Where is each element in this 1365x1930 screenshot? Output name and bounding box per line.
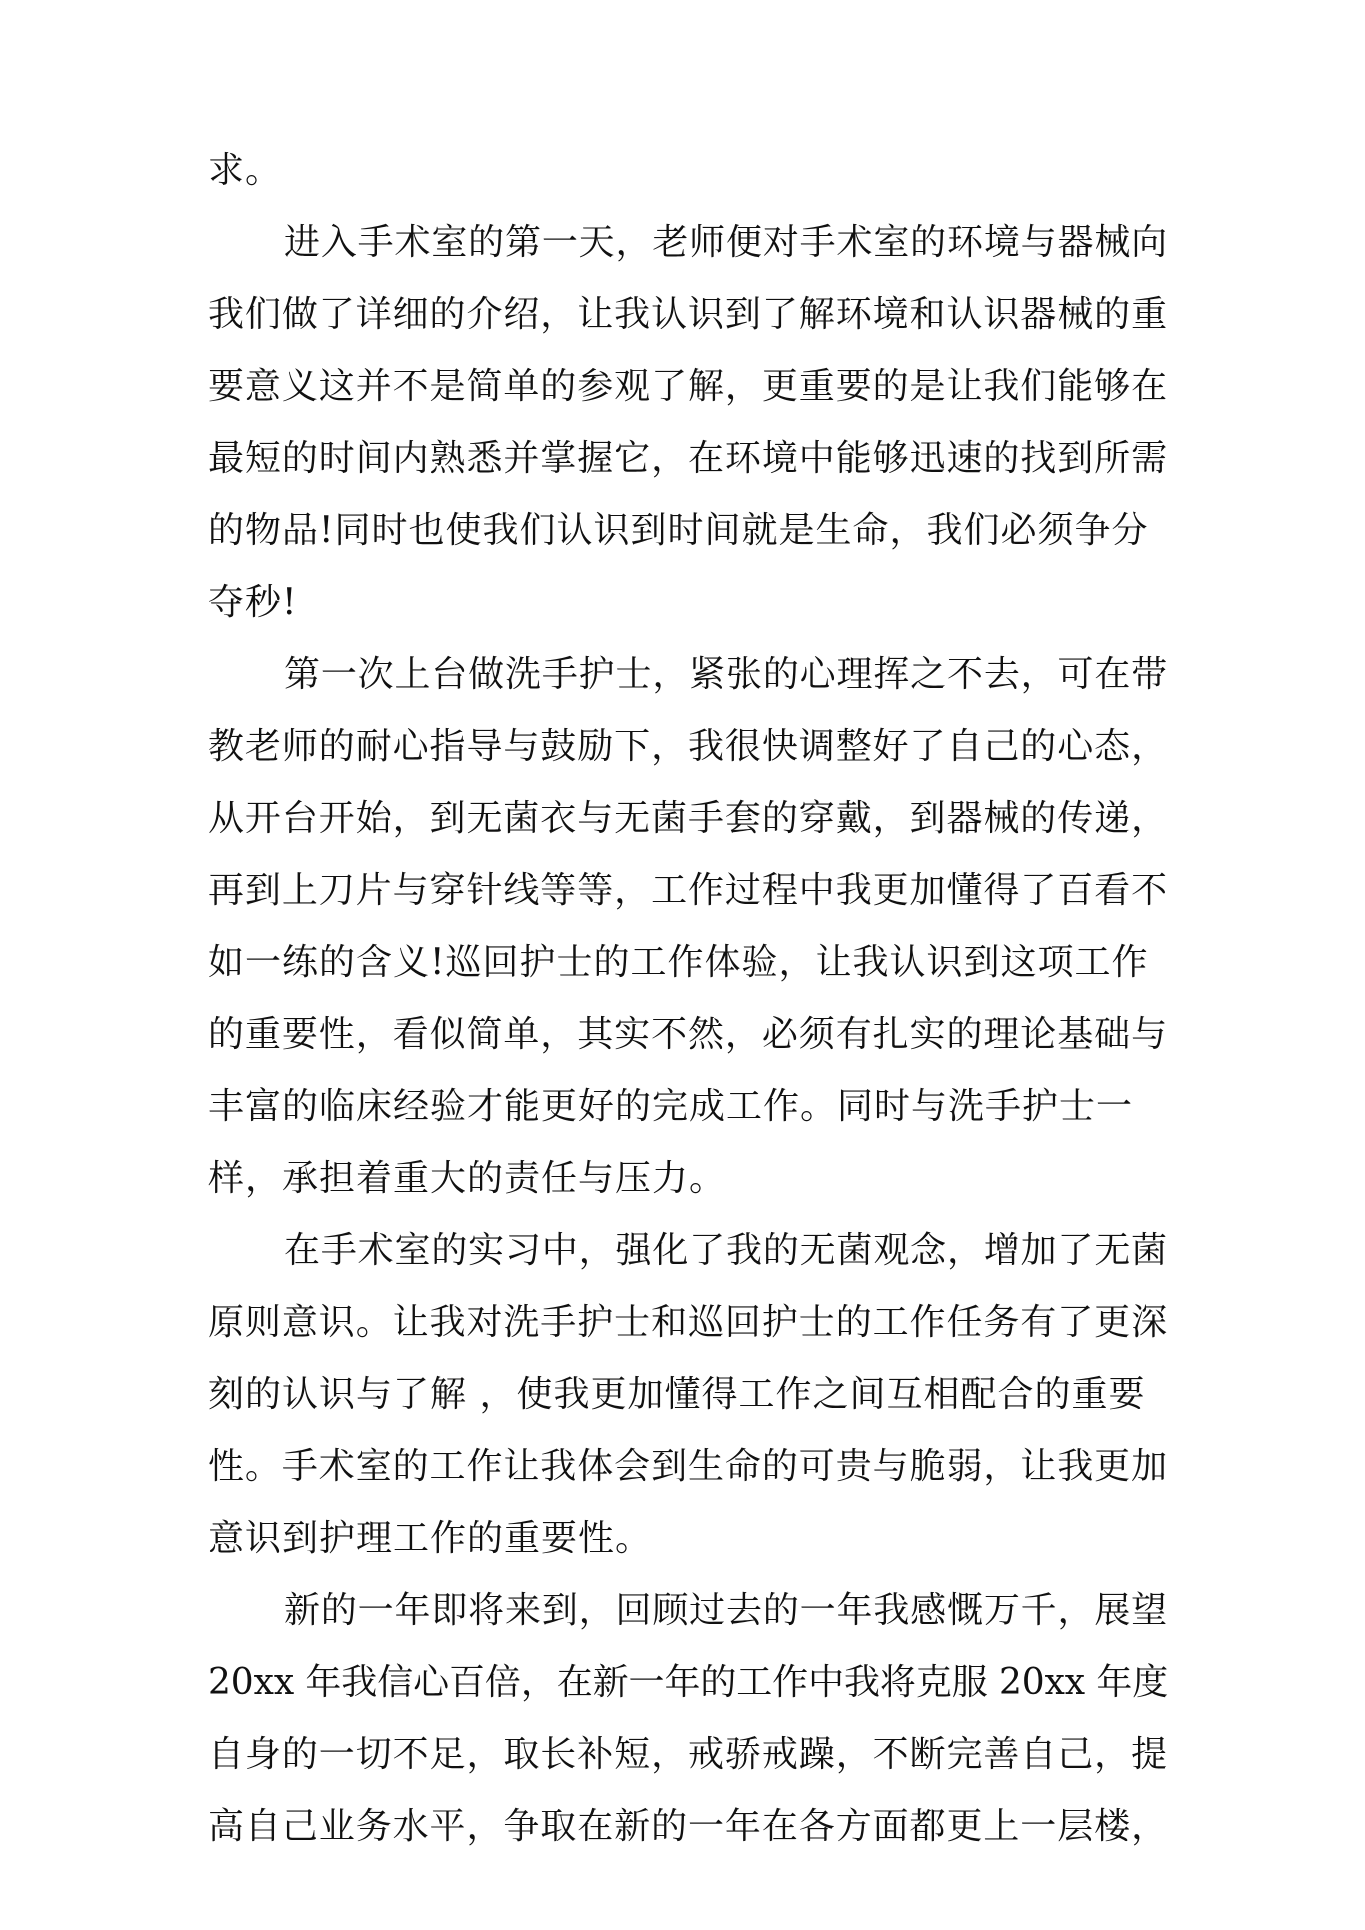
text-line: 意识到护理工作的重要性。 bbox=[208, 1518, 653, 1559]
text-line: 如一练的含义!巡回护士的工作体验，让我认识到这项工作 bbox=[208, 942, 1149, 983]
text-line: 我们做了详细的介绍，让我认识到了解环境和认识器械的重 bbox=[208, 294, 1169, 335]
text-line: 再到上刀片与穿针线等等，工作过程中我更加懂得了百看不 bbox=[208, 870, 1169, 911]
text-line: 性。手术室的工作让我体会到生命的可贵与脆弱，让我更加 bbox=[208, 1446, 1169, 1487]
text-line: 刻的认识与了解 ，使我更加懂得工作之间互相配合的重要 bbox=[208, 1374, 1146, 1415]
text-line: 教老师的耐心指导与鼓励下，我很快调整好了自己的心态， bbox=[208, 726, 1169, 767]
text-line: 样，承担着重大的责任与压力。 bbox=[208, 1158, 727, 1199]
text-line: 20xx 年我信心百倍，在新一年的工作中我将克服 20xx 年度 bbox=[208, 1662, 1169, 1703]
text-line: 自身的一切不足，取长补短，戒骄戒躁，不断完善自己，提 bbox=[208, 1734, 1169, 1775]
text-line: 的物品!同时也使我们认识到时间就是生命，我们必须争分 bbox=[208, 510, 1149, 551]
text-line: 求。 bbox=[208, 150, 283, 191]
text-line: 要意义这并不是简单的参观了解，更重要的是让我们能够在 bbox=[208, 366, 1169, 407]
paragraph-first-line: 在手术室的实习中，强化了我的无菌观念，增加了无菌 bbox=[284, 1230, 1169, 1271]
text-line: 从开台开始，到无菌衣与无菌手套的穿戴，到器械的传递， bbox=[208, 798, 1169, 839]
paragraph-first-line: 新的一年即将来到，回顾过去的一年我感慨万千，展望 bbox=[284, 1590, 1169, 1631]
text-line: 夺秒! bbox=[208, 582, 298, 623]
text-line: 的重要性，看似简单，其实不然，必须有扎实的理论基础与 bbox=[208, 1014, 1169, 1055]
text-line: 高自己业务水平，争取在新的一年在各方面都更上一层楼， bbox=[208, 1806, 1169, 1847]
paragraph-first-line: 第一次上台做洗手护士，紧张的心理挥之不去，可在带 bbox=[284, 654, 1169, 695]
text-line: 丰富的临床经验才能更好的完成工作。同时与洗手护士一 bbox=[208, 1086, 1134, 1127]
text-line: 最短的时间内熟悉并掌握它，在环境中能够迅速的找到所需 bbox=[208, 438, 1169, 479]
text-line: 原则意识。让我对洗手护士和巡回护士的工作任务有了更深 bbox=[208, 1302, 1169, 1343]
document-body bbox=[208, 145, 1168, 1873]
paragraph-first-line: 进入手术室的第一天，老师便对手术室的环境与器械向 bbox=[284, 222, 1169, 263]
